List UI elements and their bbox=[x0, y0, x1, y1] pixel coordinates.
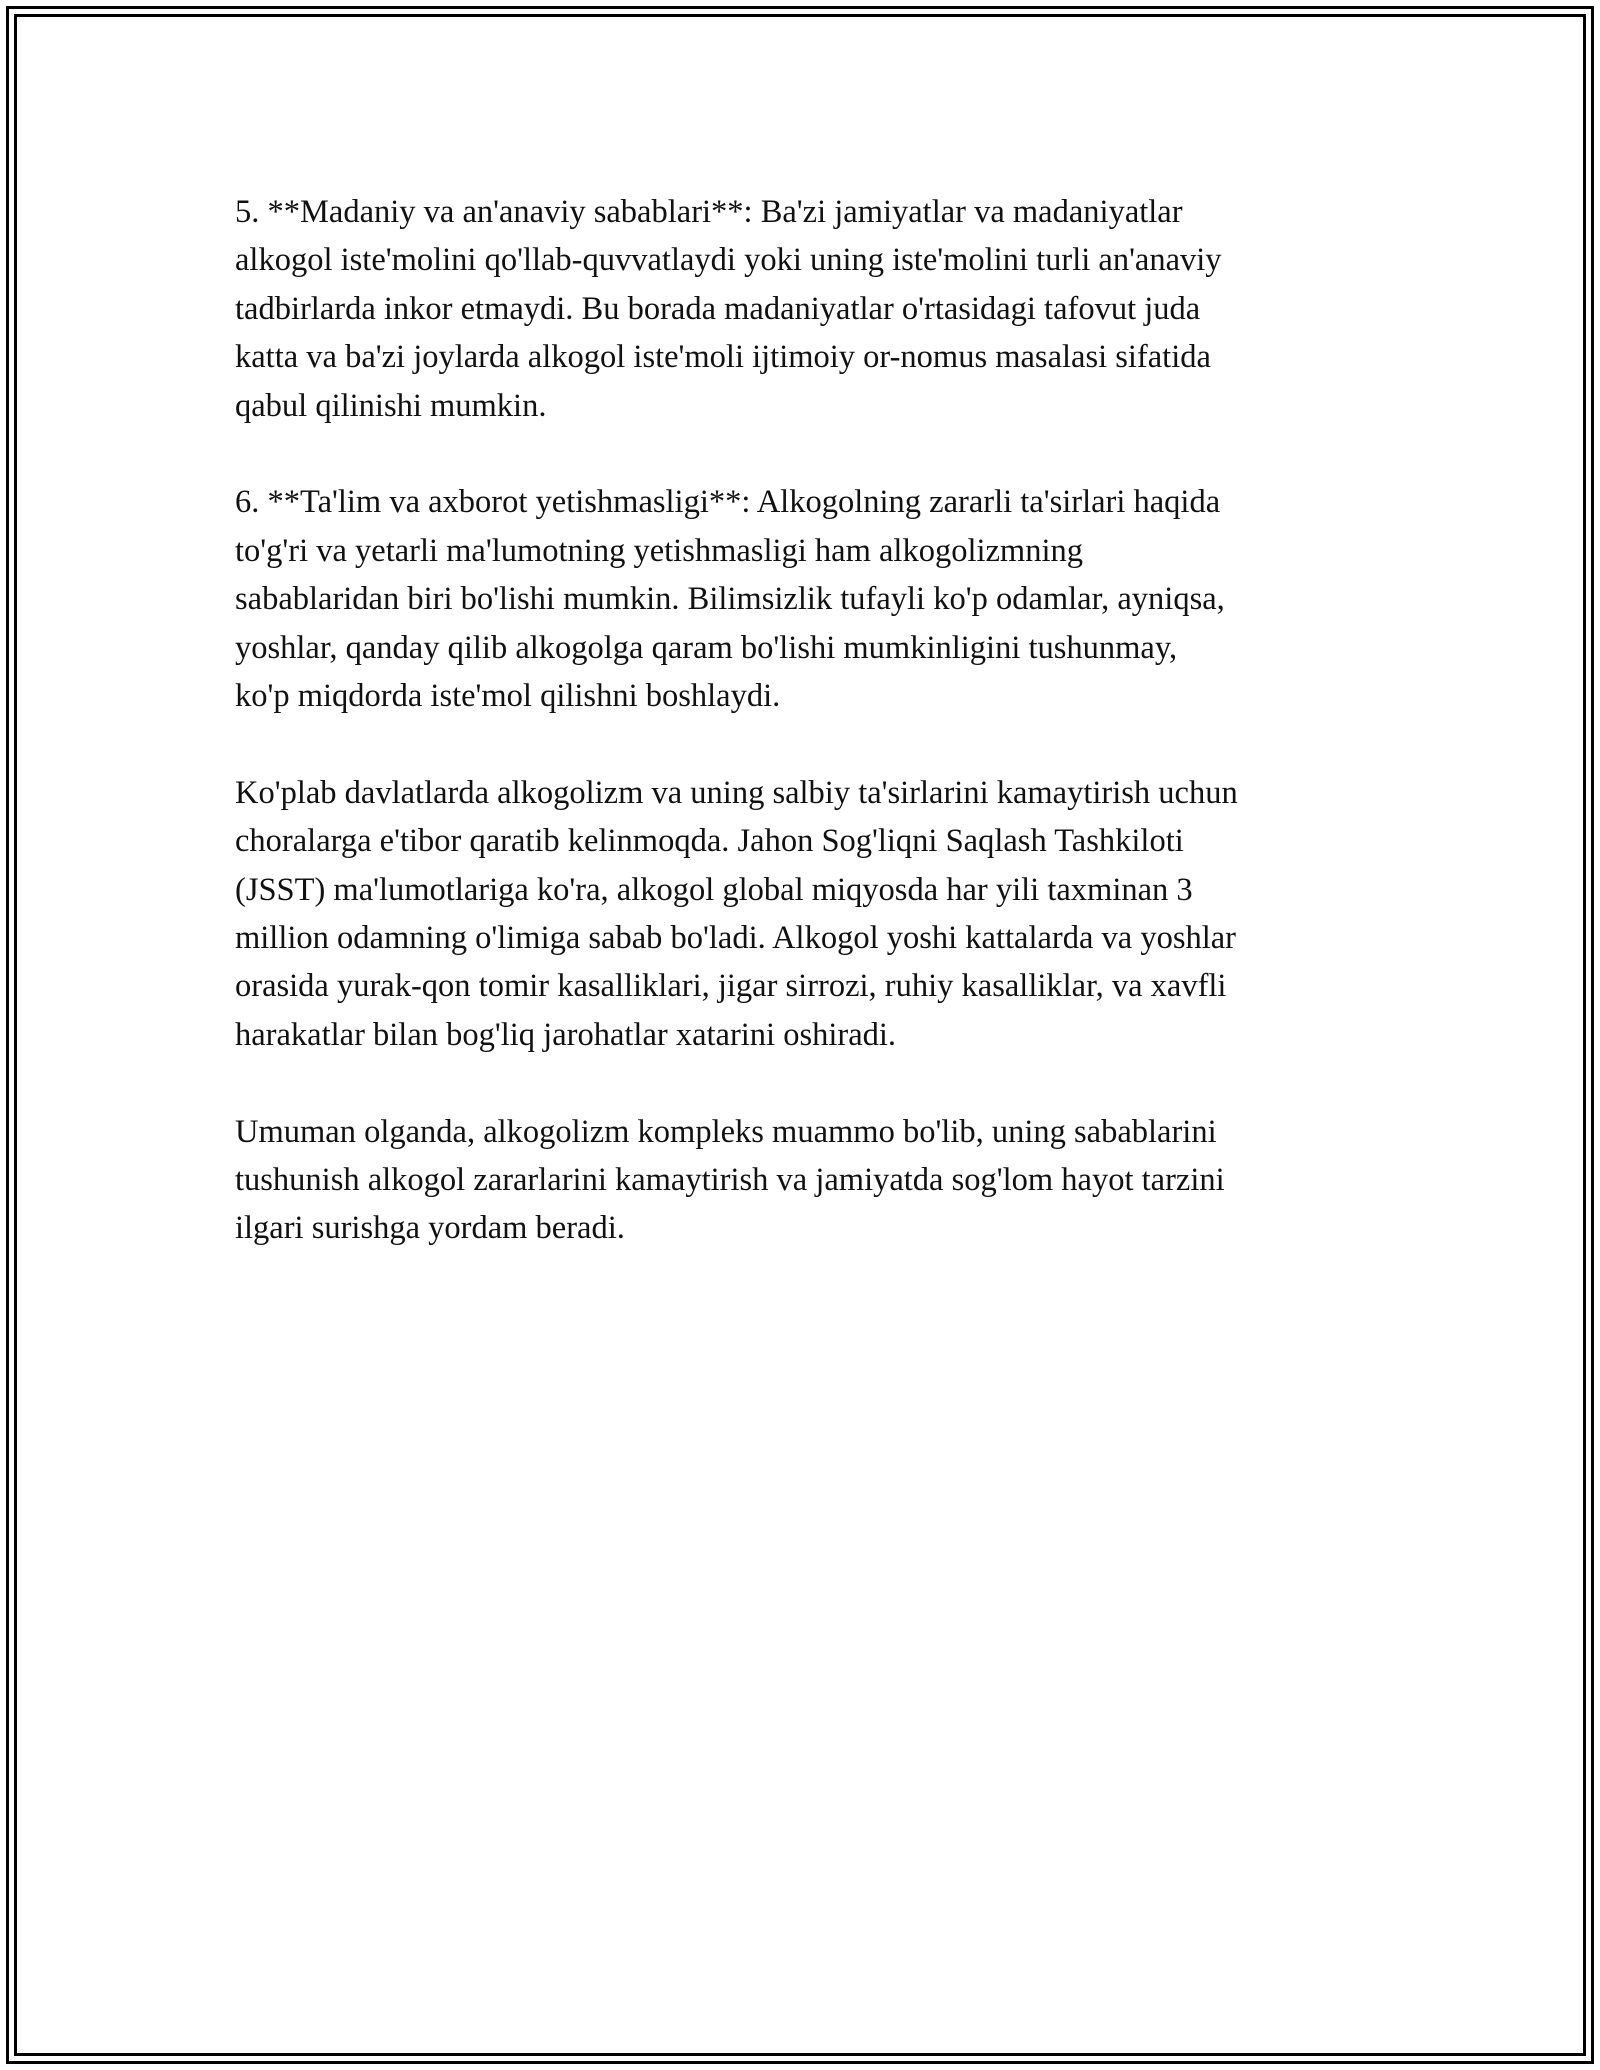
text-line: sabablaridan biri bo'lishi mumkin. Bilimsizlik tufayli ko'p odamlar, ayniqsa, bbox=[235, 581, 1225, 618]
text-line: to'g'ri va yetarli ma'lumotning yetishmasligi ham alkogolizmning bbox=[235, 532, 1083, 569]
text-line: alkogol iste'molini qo'llab-quvvatlaydi yoki uning iste'molini turli an'anaviy bbox=[235, 242, 1222, 279]
text-line: Ko'plab davlatlarda alkogolizm va uning salbiy ta'sirlarini kamaytirish uchun bbox=[235, 774, 1238, 811]
text-line: katta va ba'zi joylarda alkogol iste'moli ijtimoiy or-nomus masalasi sifatida bbox=[235, 339, 1211, 376]
text-line: (JSST) ma'lumotlariga ko'ra, alkogol global miqyosda har yili taxminan 3 bbox=[235, 871, 1193, 908]
paragraph-conclusion bbox=[235, 1108, 1395, 1253]
text-line: 6. **Ta'lim va axborot yetishmasligi**: Alkogolning zararli ta'sirlari haqida bbox=[235, 484, 1221, 521]
text-line: choralarga e'tibor qaratib kelinmoqda. Jahon Sog'liqni Saqlash Tashkiloti bbox=[235, 823, 1184, 860]
text-line: tushunish alkogol zararlarini kamaytirish va jamiyatda sog'lom hayot tarzini bbox=[235, 1162, 1225, 1199]
text-line: ko'p miqdorda iste'mol qilishni boshlaydi. bbox=[235, 678, 781, 715]
paragraph-who-statistics bbox=[235, 769, 1395, 1059]
text-line: orasida yurak-qon tomir kasalliklari, jigar sirrozi, ruhiy kasalliklar, va xavfli bbox=[235, 968, 1227, 1005]
paragraph-education-reasons bbox=[235, 478, 1395, 720]
paragraph-cultural-reasons bbox=[235, 188, 1395, 430]
text-line: yoshlar, qanday qilib alkogolga qaram bo'lishi mumkinligini tushunmay, bbox=[235, 629, 1178, 666]
document-body bbox=[235, 188, 1395, 1301]
text-line: 5. **Madaniy va an'anaviy sabablari**: Ba'zi jamiyatlar va madaniyatlar bbox=[235, 194, 1183, 230]
text-line: million odamning o'limiga sabab bo'ladi. Alkogol yoshi kattalarda va yoshlar bbox=[235, 920, 1236, 957]
text-line: qabul qilinishi mumkin. bbox=[235, 387, 547, 424]
text-line: tadbirlarda inkor etmaydi. Bu borada madaniyatlar o'rtasidagi tafovut juda bbox=[235, 290, 1201, 327]
text-line: Umuman olganda, alkogolizm kompleks muammo bo'lib, uning sabablarini bbox=[235, 1113, 1217, 1150]
text-line: ilgari surishga yordam beradi. bbox=[235, 1210, 625, 1247]
text-line: harakatlar bilan bog'liq jarohatlar xatarini oshiradi. bbox=[235, 1016, 897, 1053]
